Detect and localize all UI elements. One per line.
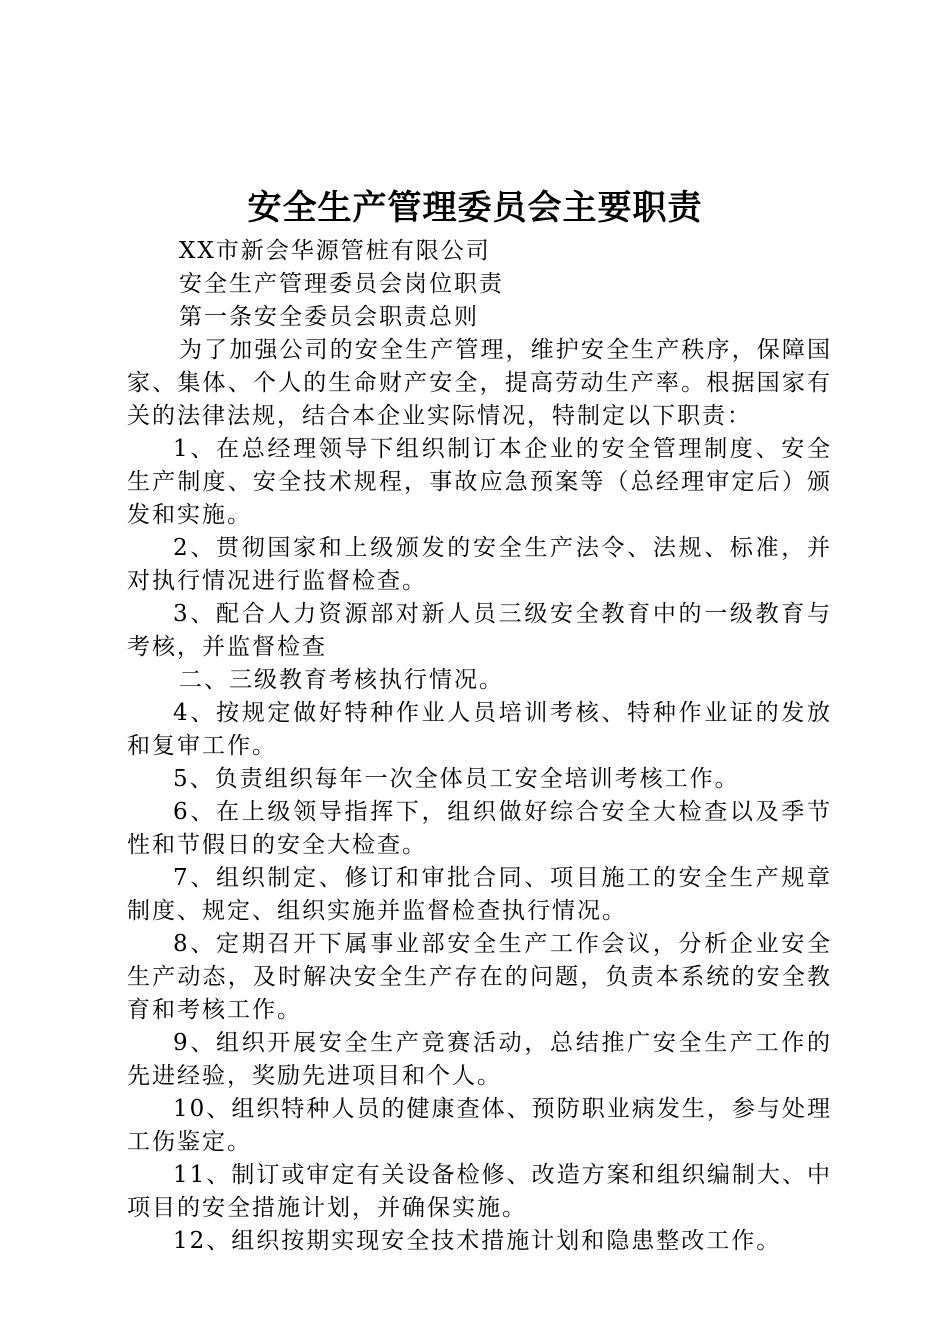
paragraph-item-3: 3、配合人力资源部对新人员三级安全教育中的一级教育与考核，并监督检查 <box>127 601 832 660</box>
paragraph-item-1: 1、在总经理领导下组织制订本企业的安全管理制度、安全生产制度、安全技术规程，事故应急预案等（总经理审定后）颁发和实施。 <box>127 436 832 528</box>
paragraph-item-6: 6、在上级领导指挥下，组织做好综合安全大检查以及季节性和节假日的安全大检查。 <box>127 799 832 858</box>
paragraph-item-3-cont: 二、三级教育考核执行情况。 <box>179 667 504 693</box>
document-body <box>127 235 832 1258</box>
paragraph-item-8: 8、定期召开下属事业部安全生产工作会议，分析企业安全生产动态，及时解决安全生产存在的问题，负责本系统的安全教育和考核工作。 <box>127 931 832 1023</box>
paragraph-item-4: 4、按规定做好特种作业人员培训考核、特种作业证的发放和复审工作。 <box>127 700 832 759</box>
paragraph-item-2: 2、贯彻国家和上级颁发的安全生产法令、法规、标准，并对执行情况进行监督检查。 <box>127 535 832 594</box>
section-heading: 安全生产管理委员会岗位职责 <box>179 271 504 297</box>
paragraph-item-7: 7、组织制定、修订和审批合同、项目施工的安全生产规章制度、规定、组织实施并监督检查执行情况。 <box>127 865 832 924</box>
paragraph-item-11: 11、制订或审定有关设备检修、改造方案和组织编制大、中项目的安全措施计划，并确保实施。 <box>127 1162 832 1221</box>
document-title: 安全生产管理委员会主要职责 <box>247 188 703 228</box>
paragraph-item-10: 10、组织特种人员的健康查体、预防职业病发生，参与处理工伤鉴定。 <box>127 1096 832 1155</box>
paragraph-item-5: 5、负责组织每年一次全体员工安全培训考核工作。 <box>173 766 740 792</box>
paragraph-item-12: 12、组织按期实现安全技术措施计划和隐患整改工作。 <box>173 1228 782 1254</box>
paragraph-item-9: 9、组织开展安全生产竞赛活动，总结推广安全生产工作的先进经验，奖励先进项目和个人。 <box>127 1030 832 1089</box>
paragraph-intro: 为了加强公司的安全生产管理，维护安全生产秩序，保障国家、集体、个人的生命财产安全，提高劳动生产率。根据国家有关的法律法规，结合本企业实际情况，特制定以下职责： <box>127 337 832 429</box>
article-heading: 第一条安全委员会职责总则 <box>179 304 479 330</box>
company-name: XX市新会华源管桩有限公司 <box>179 238 491 264</box>
